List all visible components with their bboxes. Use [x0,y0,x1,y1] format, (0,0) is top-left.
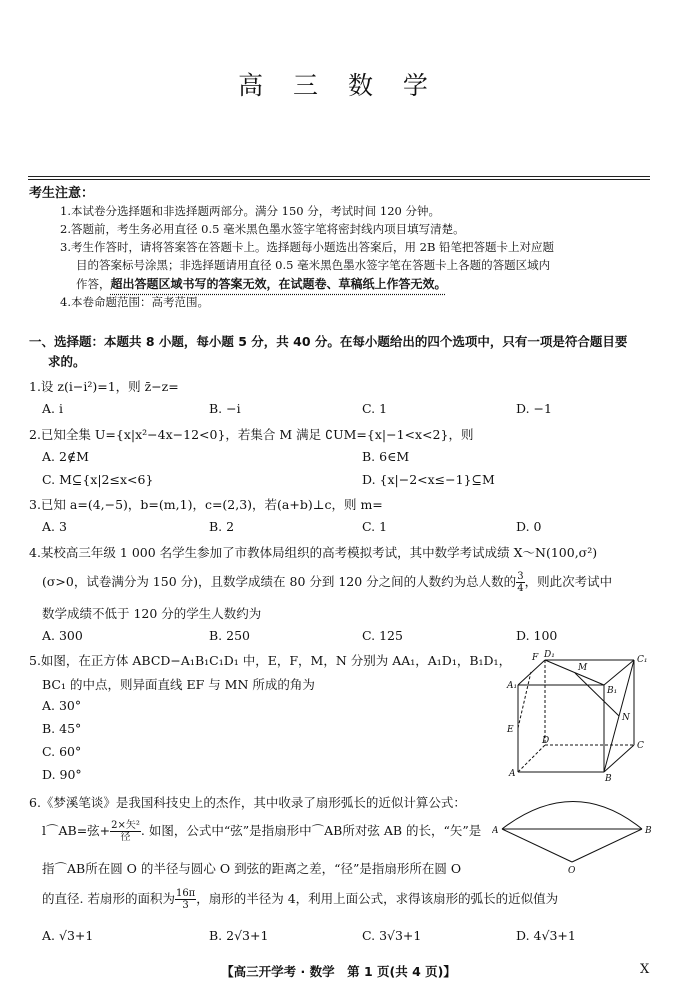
q4-option-b: B. 250 [209,628,250,643]
label-c: C [637,741,644,751]
q4-line-2-b: ，则此次考试中 [524,574,613,589]
notice-heading: 考生注意： [29,186,95,201]
radius-ob [572,829,642,862]
edge-b1c1 [604,660,634,685]
section-heading: 一、选择题：本题共 8 小题，每小题 5 分，共 40 分。在每小题给出的四个选项中，只有一项是符合题目要 [29,334,628,349]
q4-option-d: D. 100 [516,628,558,643]
q6-fraction-2 [175,888,196,911]
q6-line-4 [42,888,558,911]
notice-item-3-end [76,275,447,292]
q6-frac2-den: 3 [182,900,189,911]
label-d: D [542,736,550,746]
q5-option-c: C. 60° [42,744,82,759]
segment-ef [518,672,531,728]
q1-option-a: A. i [42,401,63,416]
label-c1: C₁ [637,655,648,665]
q2-option-c: C. M⊆{x|2≤x<6} [42,472,154,487]
q6-frac-den: 径 [120,832,131,843]
q3-option-a: A. 3 [42,519,67,534]
footer-mark: X [640,962,650,977]
q5-option-b: B. 45° [42,721,82,736]
q4-frac-den: 4 [517,583,524,594]
page-footer: 【高三开学考 · 数学 第 1 页(共 4 页)】 [221,964,456,979]
label-e: E [507,725,514,735]
label-b: B [605,774,612,783]
label-f: F [532,653,539,663]
label-a1: A₁ [507,681,518,691]
page-title: 高 三 数 学 [238,71,439,100]
notice-item-1: 1.本试卷分选择题和非选择题两部分。满分 150 分，考试时间 120 分钟。 [60,204,440,218]
q2-option-a: A. 2∉M [42,449,89,464]
q4-option-a: A. 300 [42,628,83,643]
edge-a1d1 [518,660,545,685]
q6-option-b: B. 2√3+1 [209,928,269,943]
q6-line-2 [42,820,481,843]
q6-line-2-b: . 如图，公式中“弦”是指扇形中⌒AB所对弦 AB 的长，“矢”是 [140,823,482,838]
q5-line-1: 5.如图，在正方体 ABCD−A₁B₁C₁D₁ 中，E，F，M，N 分别为 AA₁，A₁D₁，B₁D₁， [29,653,512,668]
q1-option-d: D. −1 [516,401,552,416]
q6-line-2-a: l⌒AB=弦+ [42,823,111,838]
q1-option-b: B. −i [209,401,241,416]
q6-option-a: A. √3+1 [42,928,94,943]
notice-item-2: 2.答题前，考生务必用直径 0.5 毫米黑色墨水签字笔将密封线内项目填写清楚。 [60,222,465,236]
q4-line-2-a: (σ>0，试卷满分为 150 分)，且数学成绩在 80 分到 120 分之间的人数约为总人数的 [42,574,517,589]
q6-line-1: 6.《梦溪笔谈》是我国科技史上的杰作，其中收录了扇形弧长的近似计算公式： [29,795,466,810]
q2-option-d: D. {x|−2<x≤−1}⊆M [362,472,495,487]
q3-option-b: B. 2 [209,519,235,534]
q4-line-3: 数学成绩不低于 120 分的学生人数约为 [42,606,262,621]
q5-option-d: D. 90° [42,767,82,782]
q6-line-4-a: 的直径. 若扇形的面积为 [42,891,175,906]
divider-bottom [28,179,650,180]
q5-option-a: A. 30° [42,698,82,713]
q2-option-b: B. 6∈M [362,449,410,464]
q1-option-c: C. 1 [362,401,388,416]
notice-item-3: 3.考生作答时，请将答案答在答题卡上。选择题每小题选出答案后，用 2B 铅笔把答题卡上对应题 [60,240,555,254]
notice-emphasis: 超出答题区域书写的答案无效，在试题卷、草稿纸上作答无效。 [110,277,447,291]
notice-item-3-cont: 目的答案标号涂黑；非选择题请用直径 0.5 毫米黑色墨水签字笔在答题卡上各题的答题区域内 [76,258,551,272]
q4-line-2 [42,571,612,594]
q5-line-2: BC₁ 的中点，则异面直线 EF 与 MN 所成的角为 [42,677,315,692]
sector-figure [492,786,657,876]
q6-line-3: 指⌒AB所在圆 O 的半径与圆心 O 到弦的距离之差，“径”是指扇形所在圆 O [42,861,462,876]
label-n: N [622,713,630,723]
q3-stem: 3.已知 a=(4,−5)，b=(m,1)，c=(2,3)，若(a+b)⊥c，则 m= [29,497,383,512]
q6-line-4-b: ，扇形的半径为 4，利用上面公式，求得该扇形的弧长的近似值为 [196,891,559,906]
divider-top [28,176,650,177]
radius-oa [502,829,572,862]
edge-ad [518,745,545,772]
label-a: A [492,826,499,836]
q1-stem: 1.设 z(i−i²)=1，则 z̄−z= [29,379,179,394]
q2-stem: 2.已知全集 U={x|x²−4x−12<0}，若集合 M 满足 ∁UM={x|−1<x<2}，则 [29,427,474,442]
section-heading-cont: 求的。 [48,354,86,369]
q6-option-d: D. 4√3+1 [516,928,576,943]
q3-option-d: D. 0 [516,519,542,534]
label-m: M [578,663,588,673]
arc-ab [502,802,642,830]
edge-d1b1 [545,660,604,685]
label-d1: D₁ [544,650,555,660]
cube-figure [506,648,656,783]
notice-item-3-tail: 作答， [76,277,111,291]
label-b: B [645,826,652,836]
q4-fraction [516,571,524,594]
q6-fraction [110,820,141,843]
q6-option-c: C. 3√3+1 [362,928,422,943]
q3-option-c: C. 1 [362,519,388,534]
q4-line-1: 4.某校高三年级 1 000 名学生参加了市教体局组织的高考模拟考试，其中数学考试成绩 X～N(100,σ²) [29,545,598,560]
label-b1: B₁ [607,686,618,696]
q4-option-c: C. 125 [362,628,403,643]
q4-frac-num: 3 [517,571,524,582]
edge-bc [604,745,634,772]
q6-frac2-num: 16π [175,888,196,899]
label-o: O [568,866,576,876]
label-a: A [509,769,516,779]
q6-frac-num: 2×矢² [111,820,140,831]
notice-item-4: 4.本卷命题范围：高考范围。 [60,295,209,309]
